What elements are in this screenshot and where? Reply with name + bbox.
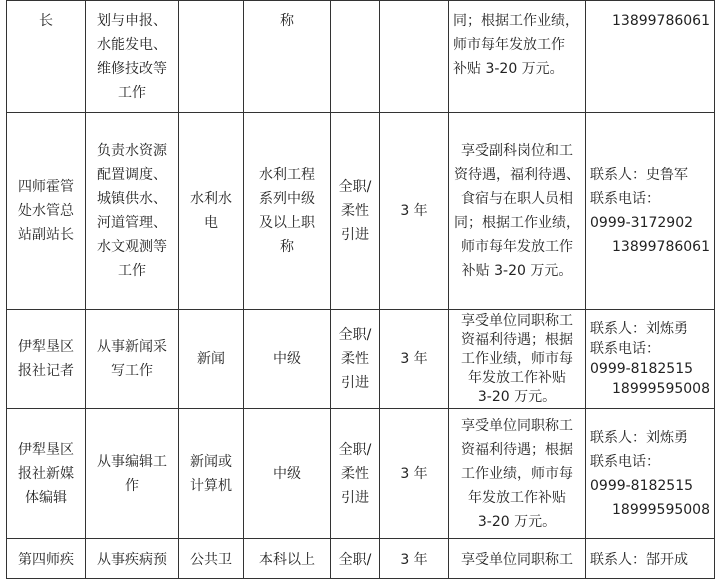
post-line: 长 — [39, 13, 53, 29]
treatment-line: 食宿与在职人员相 — [461, 191, 573, 207]
table-row — [7, 539, 715, 579]
title-line: 及以上职 — [259, 215, 315, 231]
post-line: 处水管总 — [18, 203, 74, 219]
major-cell — [179, 113, 244, 310]
contact-line: 13899786061 — [612, 13, 710, 29]
mode-line: 全职/ — [338, 327, 372, 343]
treatment-line: 享受单位同职称工 — [461, 551, 573, 568]
treatment-cell — [449, 113, 586, 310]
contact-line: 18999595008 — [612, 501, 710, 518]
duty-line: 工作 — [118, 263, 146, 279]
duty-cell — [86, 409, 179, 539]
duty-cell — [86, 113, 179, 310]
treatment-line: 资待遇，福利待遇、 — [454, 167, 580, 183]
term-cell: 3 年 — [380, 409, 449, 539]
term-cell: 3 年 — [380, 539, 449, 579]
mode-cell — [331, 310, 380, 409]
contact-cell — [586, 113, 715, 310]
treatment-cell — [449, 539, 586, 579]
treatment-cell — [449, 310, 586, 409]
major-cell — [179, 310, 244, 409]
treatment-line: 资福利待遇；根据 — [461, 331, 573, 348]
mode-line: 全职/ — [338, 551, 372, 568]
treatment-line: 年发放工作补贴 — [468, 489, 566, 506]
term-cell: 3 年 — [380, 310, 449, 409]
title-line: 系列中级 — [259, 191, 315, 207]
major-line: 水利水 — [190, 191, 232, 207]
contact-line: 0999-8182515 — [590, 477, 694, 494]
duty-cell — [86, 539, 179, 579]
duty-line: 从事疾病预 — [97, 551, 167, 568]
title-line: 中级 — [273, 351, 301, 367]
contact-line: 联系人：刘炼勇 — [590, 429, 688, 446]
contact-line: 联系人：史鲁军 — [590, 167, 688, 183]
title-line: 称 — [280, 13, 294, 29]
title-line: 中级 — [273, 465, 301, 482]
post-line: 第四师疾 — [18, 551, 74, 568]
mode-line: 引进 — [341, 375, 369, 391]
mode-line: 引进 — [341, 227, 369, 243]
treatment-line: 资福利待遇；根据 — [461, 441, 573, 458]
title-line: 称 — [280, 239, 294, 255]
duty-line: 从事编辑工 — [97, 453, 167, 470]
contact-cell — [586, 310, 715, 409]
contact-line: 13899786061 — [612, 239, 710, 255]
treatment-line: 工作业绩，师市每 — [461, 350, 573, 367]
mode-cell — [331, 1, 380, 113]
treatment-cell — [449, 409, 586, 539]
title-cell — [244, 1, 331, 113]
post-cell — [7, 310, 86, 409]
post-line: 报社新媒 — [18, 465, 74, 482]
duty-cell — [86, 310, 179, 409]
mode-cell — [331, 409, 380, 539]
contact-line: 0999-3172902 — [590, 215, 694, 231]
duty-line: 划与申报、 — [97, 13, 167, 29]
mode-line: 引进 — [341, 489, 369, 506]
treatment-cell — [449, 1, 586, 113]
post-line: 报社记者 — [18, 363, 74, 379]
major-line: 计算机 — [190, 477, 232, 494]
major-line: 公共卫 — [190, 551, 232, 568]
contact-line: 联系人：刘炼勇 — [590, 321, 688, 337]
table-row — [7, 1, 715, 113]
major-cell — [179, 539, 244, 579]
major-cell — [179, 409, 244, 539]
post-cell — [7, 113, 86, 310]
contact-cell — [586, 539, 715, 579]
contact-line: 18999595008 — [612, 381, 710, 397]
duty-line: 水文观测等 — [97, 239, 167, 255]
contact-line: 联系人：郜开成 — [590, 551, 688, 568]
treatment-line: 同；根据工作业绩， — [454, 215, 580, 231]
treatment-line: 补贴 3-20 万元。 — [461, 263, 573, 279]
contact-cell — [586, 1, 715, 113]
treatment-line: 师市每年发放工作 — [453, 37, 565, 53]
post-line: 伊犁垦区 — [18, 339, 74, 355]
duty-line: 从事新闻采 — [97, 339, 167, 355]
title-cell — [244, 310, 331, 409]
post-line: 四师霍管 — [18, 179, 74, 195]
treatment-line: 3-20 万元。 — [477, 513, 557, 530]
duty-line: 作 — [125, 477, 139, 494]
treatment-line: 享受副科岗位和工 — [461, 143, 573, 159]
contact-cell — [586, 409, 715, 539]
treatment-line: 师市每年发放工作 — [461, 239, 573, 255]
treatment-line: 享受单位同职称工 — [461, 312, 573, 329]
major-line: 新闻 — [197, 351, 225, 367]
post-cell — [7, 1, 86, 113]
duty-line: 写工作 — [111, 363, 153, 379]
mode-line: 柔性 — [341, 465, 369, 482]
duty-cell — [86, 1, 179, 113]
mode-line: 柔性 — [341, 203, 369, 219]
title-cell — [244, 539, 331, 579]
recruitment-table — [6, 0, 715, 579]
duty-line: 负责水资源 — [97, 143, 167, 159]
post-line: 站副站长 — [18, 227, 74, 243]
major-cell — [179, 1, 244, 113]
duty-line: 河道管理、 — [97, 215, 167, 231]
contact-line: 0999-8182515 — [590, 361, 694, 377]
treatment-line: 同；根据工作业绩， — [453, 13, 579, 29]
treatment-line: 补贴 3-20 万元。 — [453, 61, 564, 77]
major-line: 新闻或 — [190, 453, 232, 470]
term-cell — [380, 1, 449, 113]
table-row — [7, 113, 715, 310]
post-line: 伊犁垦区 — [18, 441, 74, 458]
treatment-line: 3-20 万元。 — [477, 388, 557, 405]
mode-line: 全职/ — [338, 179, 372, 195]
mode-line: 柔性 — [341, 351, 369, 367]
treatment-line: 年发放工作补贴 — [468, 369, 566, 386]
title-cell — [244, 409, 331, 539]
title-line: 本科以上 — [259, 551, 315, 568]
duty-line: 城镇供水、 — [97, 191, 167, 207]
treatment-line: 享受单位同职称工 — [461, 417, 573, 434]
contact-line: 联系电话： — [590, 453, 660, 470]
treatment-line: 工作业绩，师市每 — [461, 465, 573, 482]
title-cell — [244, 113, 331, 310]
contact-line: 联系电话： — [590, 341, 660, 357]
contact-line: 联系电话： — [590, 191, 660, 207]
mode-cell — [331, 539, 380, 579]
duty-line: 维修技改等 — [97, 61, 167, 77]
duty-line: 工作 — [118, 85, 146, 101]
duty-line: 配置调度、 — [97, 167, 167, 183]
table-row — [7, 409, 715, 539]
major-line: 电 — [204, 215, 218, 231]
post-cell — [7, 539, 86, 579]
post-line: 体编辑 — [25, 489, 67, 506]
duty-line: 水能发电、 — [97, 37, 167, 53]
title-line: 水利工程 — [259, 167, 315, 183]
term-cell: 3 年 — [380, 113, 449, 310]
mode-cell — [331, 113, 380, 310]
mode-line: 全职/ — [338, 441, 372, 458]
table-row — [7, 310, 715, 409]
post-cell — [7, 409, 86, 539]
